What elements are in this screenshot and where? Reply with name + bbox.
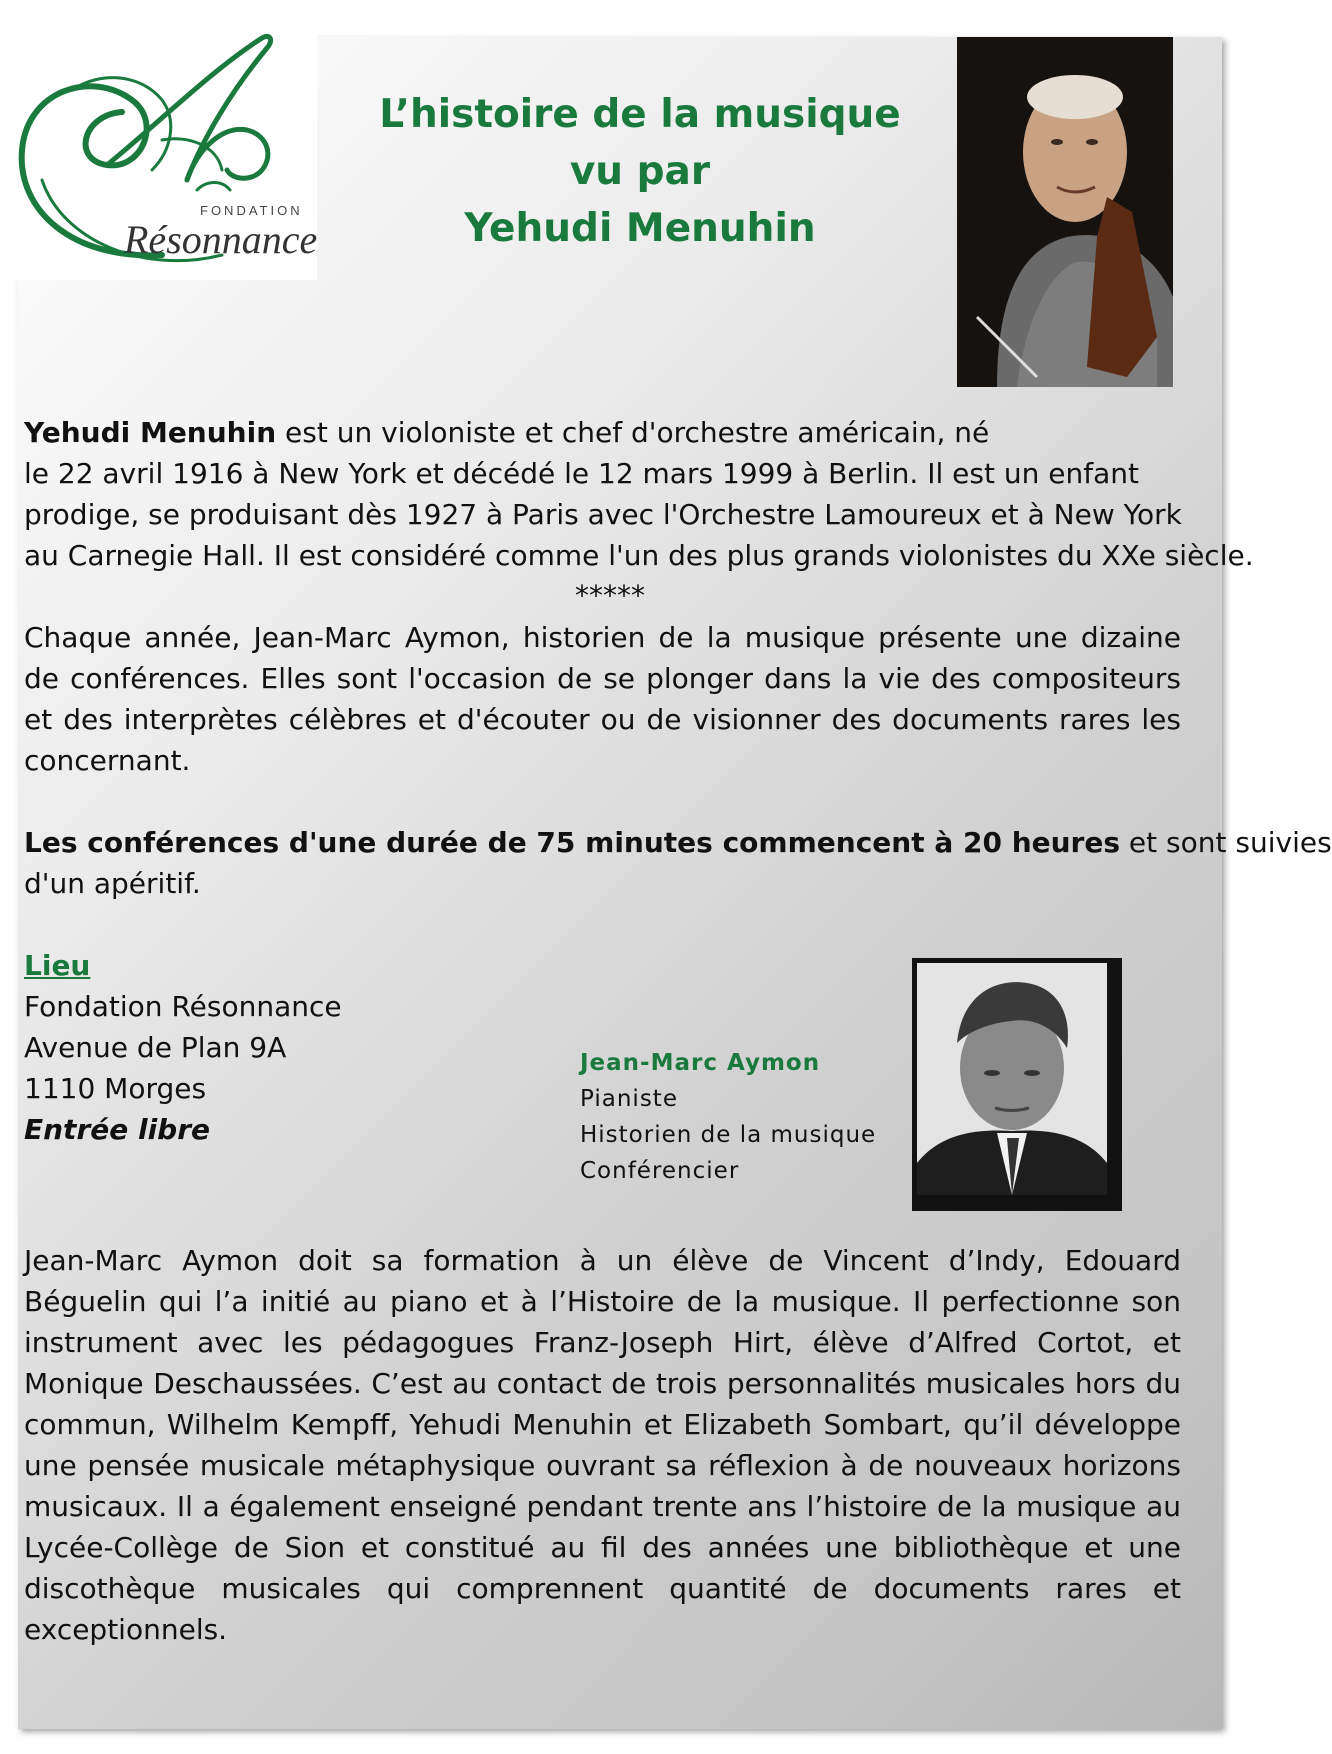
- speaker-role-3: Conférencier: [580, 1158, 740, 1184]
- bio-name: Yehudi Menuhin: [24, 416, 277, 449]
- schedule-paragraph: [24, 822, 1332, 904]
- separator-stars: *****: [575, 579, 645, 612]
- schedule-rest: et sont suivies: [1120, 826, 1332, 859]
- speaker-role-2: Historien de la musique: [580, 1122, 877, 1148]
- logo-fondation-label: FONDATION: [200, 203, 303, 218]
- logo-resonnance-label: Résonnance: [124, 217, 318, 262]
- venue-line-3: 1110 Morges: [24, 1072, 207, 1105]
- bio-line-1-rest: est un violoniste et chef d'orchestre américain, né: [276, 416, 990, 449]
- venue-heading: Lieu: [24, 949, 91, 982]
- venue-line-2: Avenue de Plan 9A: [24, 1031, 287, 1064]
- schedule-bold: Les conférences d'une durée de 75 minutes commencent à 20 heures: [24, 826, 1121, 859]
- venue-entry: Entrée libre: [24, 1113, 211, 1146]
- speaker-caption: [580, 1045, 876, 1189]
- bio-paragraph: [24, 412, 1254, 576]
- speaker-role-1: Pianiste: [580, 1086, 678, 1112]
- menuhin-photo: [957, 37, 1173, 387]
- title-line-2: vu par: [569, 149, 711, 194]
- speaker-name: Jean-Marc Aymon: [580, 1050, 821, 1076]
- bio-line-4: au Carnegie Hall. Il est considéré comme l'un des plus grands violonistes du XXe siècle.: [24, 539, 1254, 572]
- title-line-1: L’histoire de la musique: [379, 92, 901, 137]
- bio-line-2: le 22 avril 1916 à New York et décédé le 12 mars 1999 à Berlin. Il est un enfant: [24, 457, 1139, 490]
- venue-block: [24, 945, 524, 1150]
- intro-paragraph: Chaque année, Jean-Marc Aymon, historien de la musique présente une dizaine de conférences. Elles sont l'occasion de se plonger dans la vie des compositeurs et des interprètes célèbres et d'écouter ou de visionner des documents rares les concernant.: [24, 621, 1181, 777]
- aymon-photo: [912, 958, 1122, 1211]
- page-title: [350, 86, 930, 257]
- title-line-3: Yehudi Menuhin: [464, 206, 816, 251]
- speaker-bio-paragraph: Jean-Marc Aymon doit sa formation à un élève de Vincent d’Indy, Edouard Béguelin qui l’a initié au piano et à l’Histoire de la musique. Il perfectionne son instrument avec les pédagogues Franz-Joseph Hirt, élève d’Alfred Cortot, et Monique Deschaussées. C’est au contact de trois personnalités musicales hors du commun, Wilhelm Kempff, Yehudi Menuhin et Elizabeth Sombart, qu’il développe une pensée musicale métaphysique ouvrant sa réflexion à de nouveaux horizons musicaux. Il a également enseigné pendant trente ans l’histoire de la musique au Lycée-Collège de Sion et constitué au fil des années une bibliothèque et une discothèque musicales qui comprennent quantité de documents rares et exceptionnels.: [24, 1244, 1181, 1646]
- fondation-resonnance-logo: [12, 30, 317, 280]
- schedule-line-2: d'un apéritif.: [24, 867, 201, 900]
- bio-line-3: prodige, se produisant dès 1927 à Paris avec l'Orchestre Lamoureux et à New York: [24, 498, 1182, 531]
- bio-line-1: [24, 412, 1204, 453]
- schedule-line-1: [24, 822, 1332, 863]
- venue-line-1: Fondation Résonnance: [24, 990, 342, 1023]
